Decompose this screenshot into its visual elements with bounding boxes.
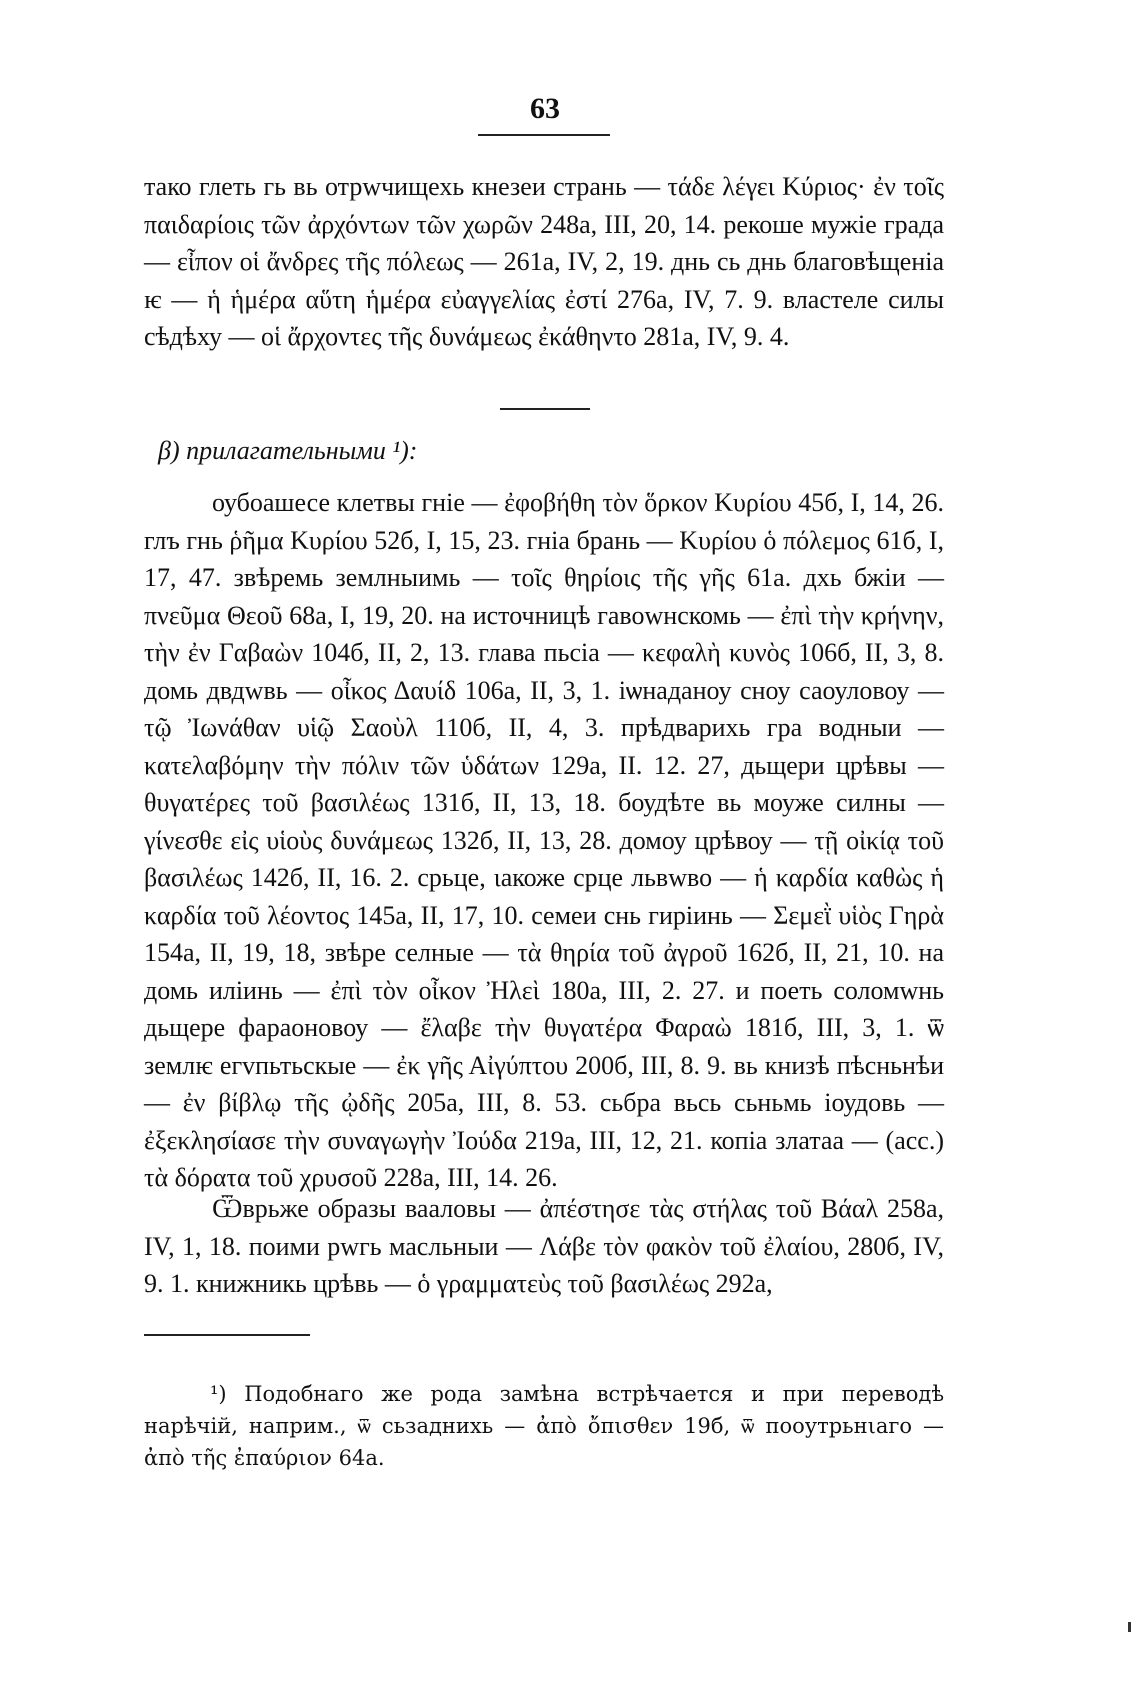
- footnote: ¹) Подобнаго же рода замѣна встрѣчается и при переводѣ нарѣчій, наприм., ѿ сьзаднихь — ἀπὸ ὄπισθεν 19б, ѿ пооутрьнιаго — ἀπὸ τῆς ἐπαύριον 64а.: [144, 1382, 944, 1470]
- footnote-rule: [144, 1334, 310, 1336]
- paragraph-1: тако глеть гь вь отрwчищехь кнезеи странь — τάδε λέγει Κύριος· ἐν τοῖς παιδαρίοις τῶν ἀρχόντων τῶν χωρῶν 248а, III, 20, 14. рекоше мужіе града — εἶπον οἱ ἄνδρες τῆς πόλεως — 261а, IV, 2, 19. днь сь днь благовѣщеніа ѥ — ἡ ἡμέρα αὕτη ἡμέρα εὐαγγελίας ἐστί 276а, IV, 7. 9. властеле силы сѣдѣху — οἱ ἄρχοντες τῆς δυνάμεως ἐκάθηντο 281а, IV, 9. 4.: [144, 172, 944, 351]
- section-heading: β) прилагательными ¹):: [158, 436, 418, 465]
- page-edge-mark: [1128, 1622, 1131, 1632]
- section-divider: [500, 408, 590, 410]
- page-number: 63: [530, 92, 560, 125]
- paragraph-2: оубоашесе клетвы гніе — ἐφοβήθη τὸν ὅρκον Κυρίου 45б, I, 14, 26. глъ гнь ῥῆμα Κυρίου 52б, I, 15, 23. гніа брань — Κυρίου ὁ πόλεμος 61б, I, 17, 47. звѣремь землныимь — τοῖς θηρίοις τῆς γῆς 61а. дхь бжіи — πνεῦμα Θεοῦ 68а, I, 19, 20. на источницѣ гавоwнскомь — ἐπὶ τὴν κρήνην, τὴν ἐν Γαβαὼν 104б, II, 2, 13. глава пьсіа — κεφαλὴ κυνὸς 106б, II, 3, 8. домь двдwвь — οἶκος Δαυίδ 106а, II, 3, 1. іѡнаданоу сноу саоуловоу — τῷ Ἰωνάθαν υἱῷ Σαοὺλ 110б, II, 4, 3. прѣдварихь гра водныи — κατελαβόμην τὴν πόλιν τῶν ὑδάτων 129а, II. 12. 27, дьщери црѣвы — θυγατέρες τοῦ βασιλέως 131б, II, 13, 18. боудѣте вь моуже силны — γίνεσθε εἰς υἱοὺς δυνάμεως 132б, II, 13, 28. домоу црѣвоу — τῇ οἰκίᾳ τοῦ βασιλέως 142б, II, 16. 2. срьце, ιакоже срце львwво — ἡ καρδία καθὼς ἡ καρδία τοῦ λέοντος 145а, II, 17, 10. семеи снь гиріинь — Σεμεῒ υἱὸς Γηρὰ 154а, II, 19, 18, звѣре селные — τὰ θηρία τοῦ ἀγροῦ 162б, II, 21, 10. на домь иліинь — ἐπὶ τὸν οἶκον Ἠλεὶ 180а, III, 2. 27. и поеть соломwнь дьщере фараоновоу — ἔλαβε τὴν θυγατέρα Φαραὼ 181б, III, 3, 1. ѿ землѥ егvпьтьскые — ἐκ γῆς Αἰγύπτου 200б, III, 8. 9. вь книзѣ пѣсньнѣи — ἐν βίβλῳ τῆς ᾠδῆς 205а, III, 8. 53. сьбра вьсь сьньмь іоудовь — ἐξεκλησίασε τὴν συναγωγὴν Ἰούδα 219а, III, 12, 21. копіа златаа — (acc.) τὰ δόρατα τοῦ χρυσοῦ 228а, III, 14. 26.: [144, 488, 944, 1192]
- page-number-rule: [478, 134, 610, 136]
- paragraph-3: Ѿврьже образы вааловы — ἀπέστησε τὰς στήλας τοῦ Βάαλ 258а, IV, 1, 18. поими рwгь масльныи — Λάβε τὸν φακὸν τοῦ ἐλαίου, 280б, IV, 9. 1. книжникь црѣвь — ὁ γραμματεὺς τοῦ βασιλέως 292а,: [144, 1194, 944, 1298]
